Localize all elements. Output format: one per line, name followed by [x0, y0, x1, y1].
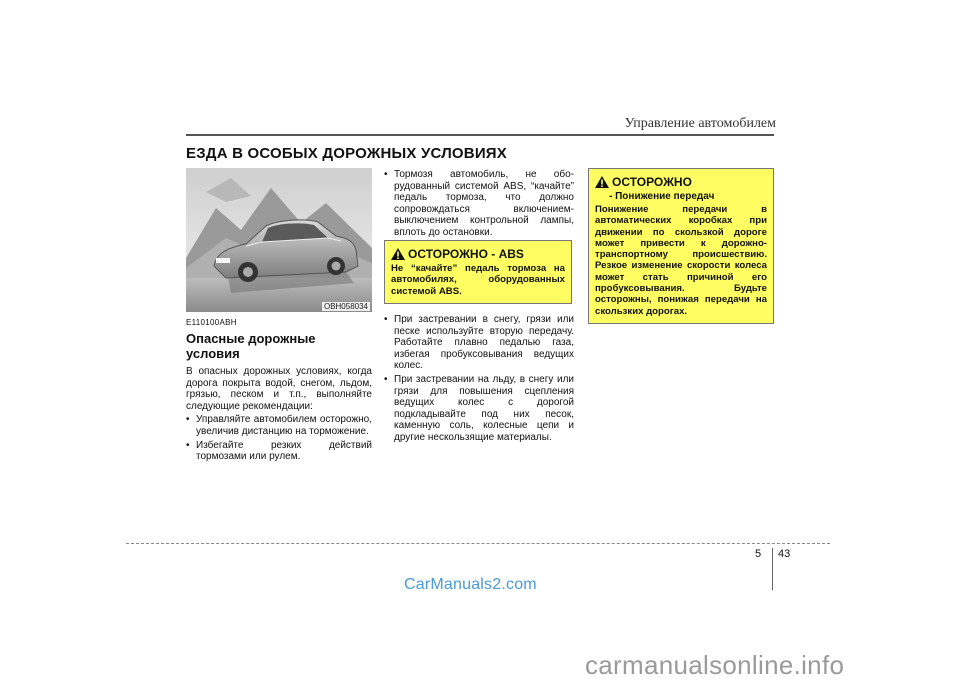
figure-code: OBH058034: [323, 302, 368, 311]
warning-text: Понижение передачи в автоматических коробках при движении по скользкой дороге может привести к дорожно-транспортному происшествию. Резкое изменение скорости колеса может стать причиной его пробуксовывания. Будьте осторожны, понижая передачи на скользких дорогах.: [595, 204, 767, 317]
car-photo: [186, 168, 372, 312]
col2-top-bullet-list: [384, 169, 574, 239]
warning-box-downshift: [588, 168, 774, 324]
list-item: • Тормозя автомобиль, не обо-рудованный системой ABS, “качайте” педаль тормоза, что должно сопровождаться включением-выключением контрольной лампы, вплоть до остановки.: [384, 169, 574, 239]
warning-title: [595, 175, 767, 189]
header-title: Управление автомобилем: [624, 116, 776, 131]
header-rule: [186, 134, 774, 136]
column-2-bottom: [384, 312, 574, 446]
chapter-number: 5: [755, 548, 762, 560]
warning-title: [391, 247, 565, 261]
column-2-top: [384, 167, 574, 241]
col1-bullet-list: [186, 414, 372, 462]
warning-triangle-icon: [391, 248, 405, 260]
page-number: 43: [778, 548, 791, 560]
section-title: ЕЗДА В ОСОБЫХ ДОРОЖНЫХ УСЛОВИЯХ: [186, 145, 507, 162]
page-divider: [772, 548, 773, 590]
subsection-title: Опасные дорожные условия: [186, 331, 316, 361]
column-1: [186, 318, 372, 465]
intro-paragraph: В опасных дорожных условиях, когда дорога покрыта водой, снегом, льдом, грязью, песком и т.п., выполняйте следующие рекомендации:: [186, 366, 372, 412]
col2-bottom-bullet-list: [384, 314, 574, 444]
warning-title-text: ОСТОРОЖНО - ABS: [408, 247, 524, 261]
warning-subtitle: - Понижение передач: [609, 191, 715, 202]
footer-url[interactable]: carmanualsonline.info: [585, 650, 845, 680]
warning-text: Не “качайте” педаль тормоза на автомобилях, оборудованных системой ABS.: [391, 263, 565, 297]
list-item: • При застревании в снегу, грязи или песке используйте вторую передачу. Работайте плавно педалью газа, избегая пробуксовывания ведущих колес.: [384, 314, 574, 372]
section-code: E110100ABH: [186, 318, 237, 327]
footer-rule: [126, 543, 830, 544]
warning-triangle-icon: [595, 176, 609, 188]
warning-title-text: ОСТОРОЖНО: [612, 175, 692, 189]
list-item: • При застревании на льду, в снегу или грязи для повышения сцепления ведущих колес с дорогой подкладывайте под них песок, каменную соль, колесные цепи и другие нескользящие материалы.: [384, 374, 574, 444]
car-photo-icon: [186, 168, 372, 312]
watermark-link[interactable]: CarManuals2.com: [404, 576, 537, 593]
list-item: • Управляйте автомобилем осторожно, увеличив дистанцию на торможение.: [186, 414, 372, 437]
warning-box-abs: [384, 240, 572, 304]
list-item: • Избегайте резких действий тормозами или рулем.: [186, 440, 372, 463]
